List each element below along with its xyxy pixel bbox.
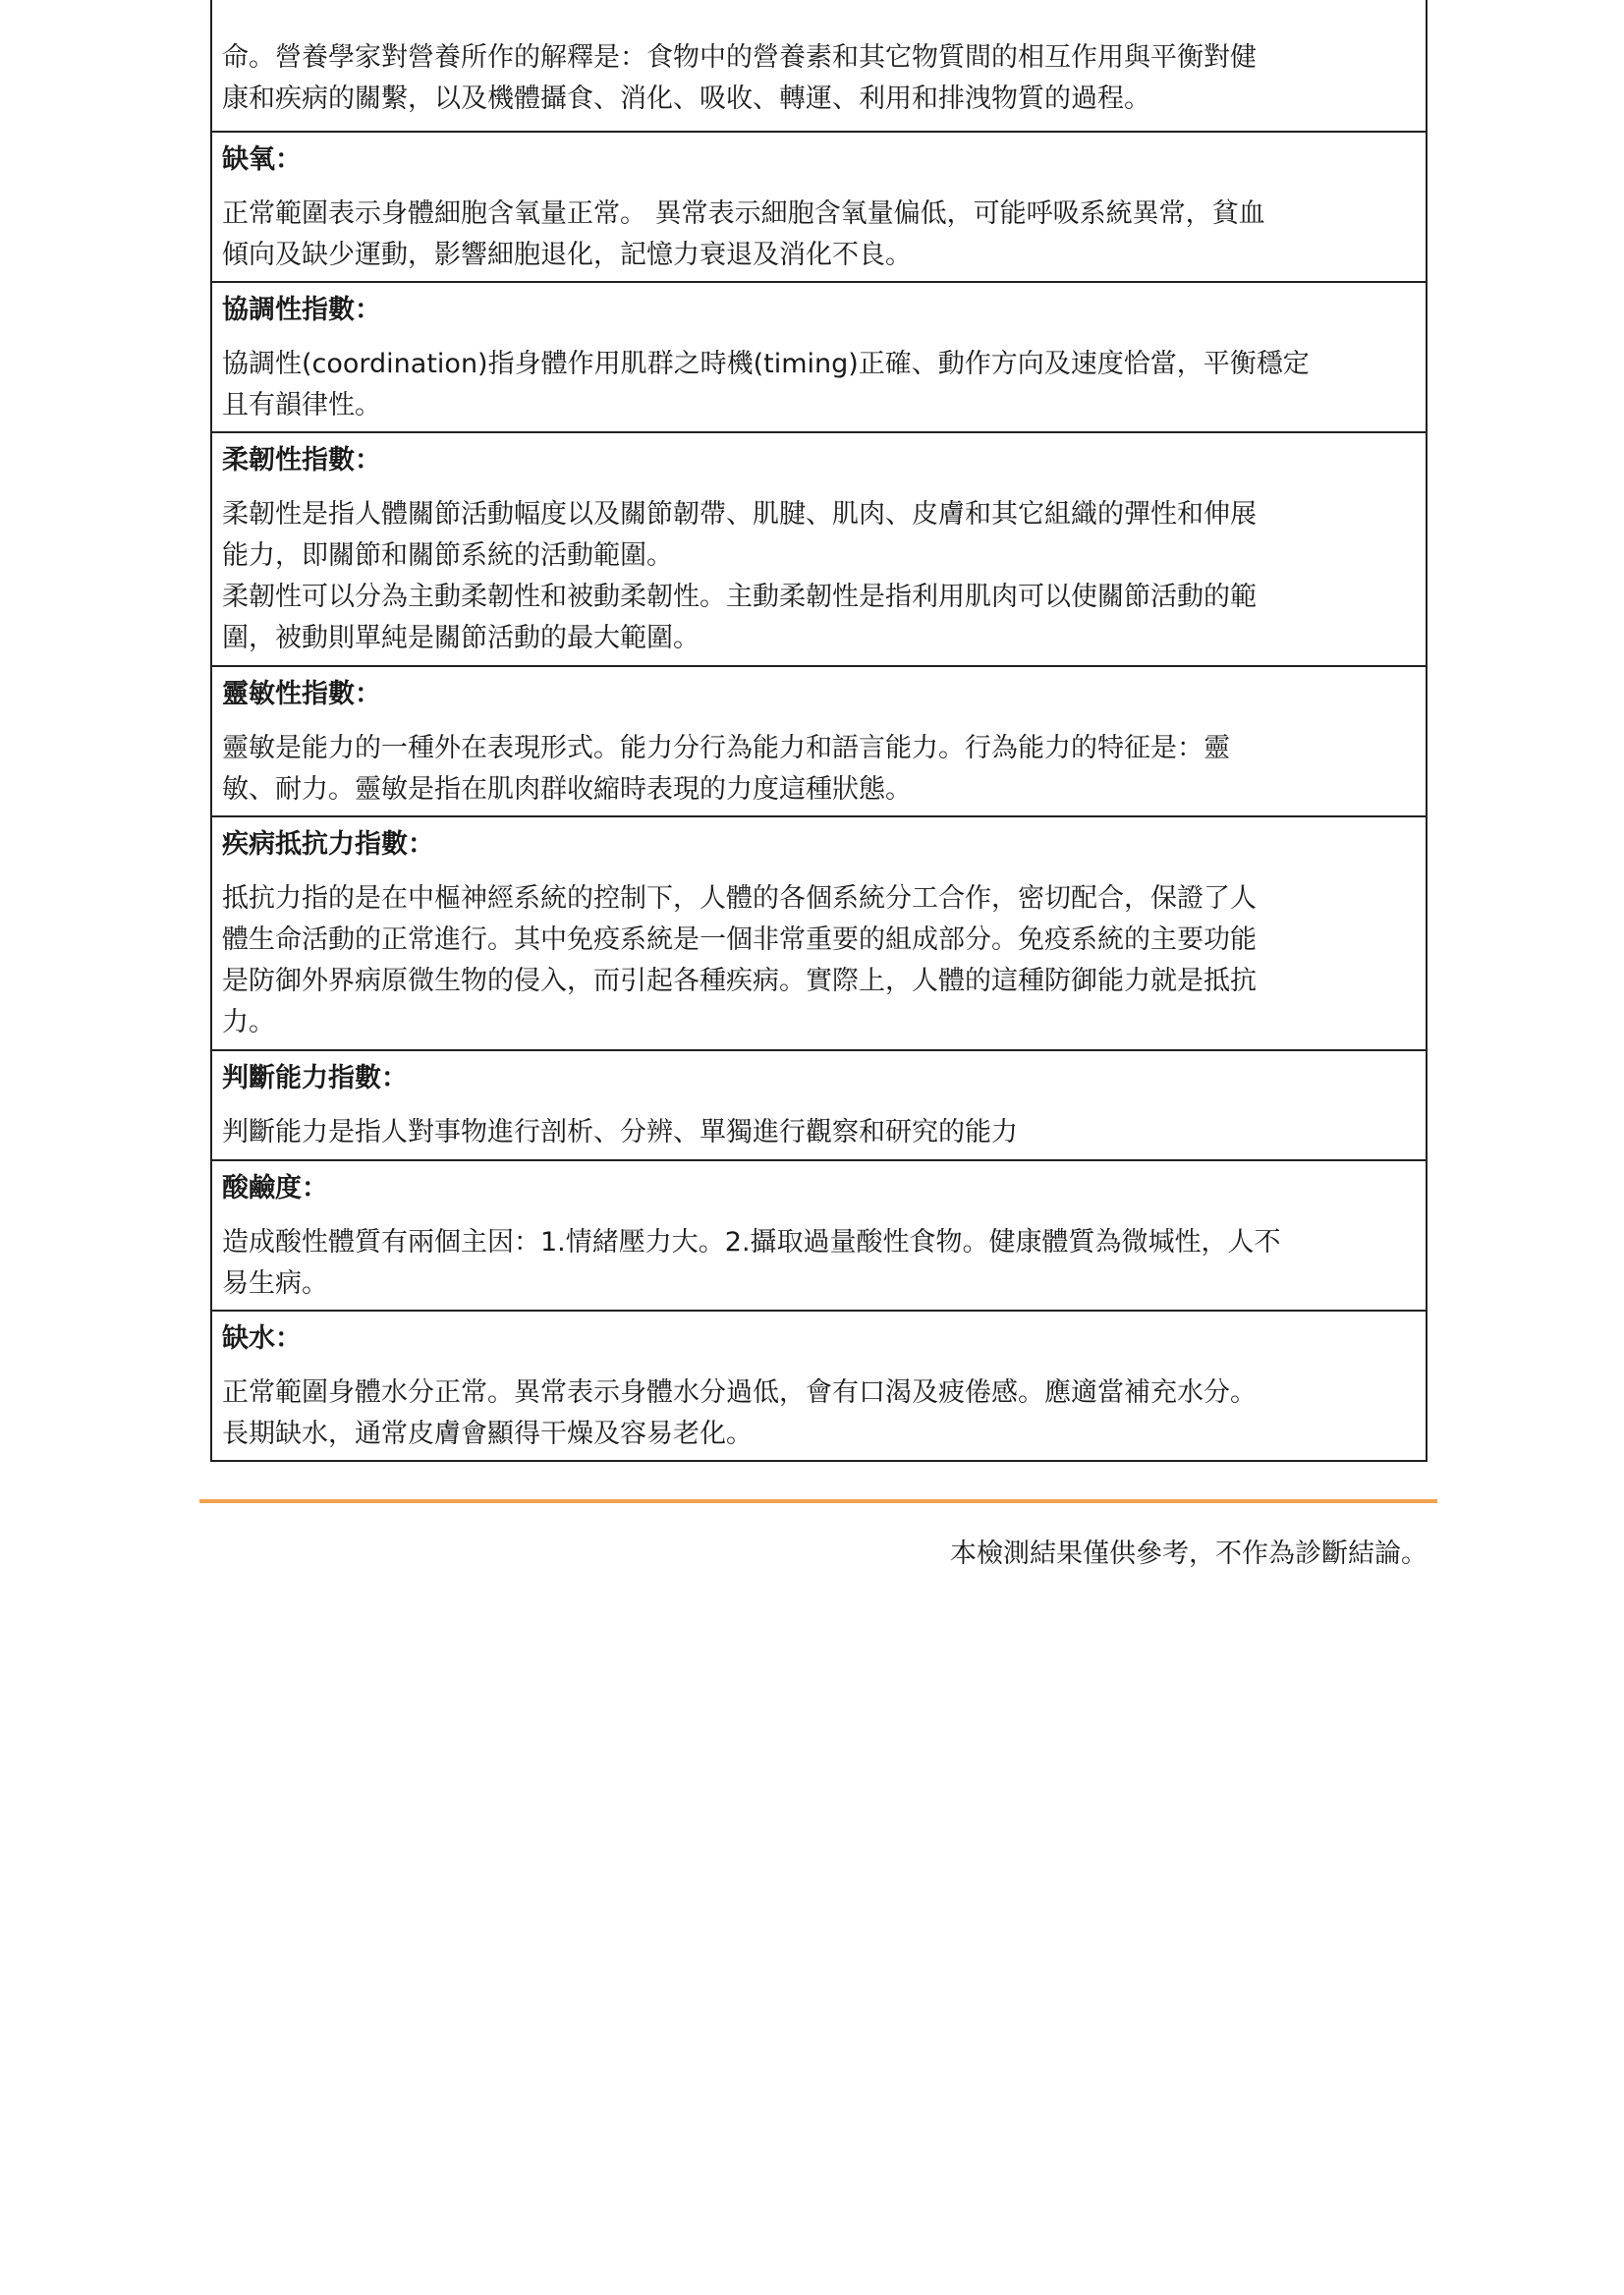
row-description xyxy=(212,1355,1426,1455)
row-title: 柔韌性指數： xyxy=(222,445,381,476)
row-description xyxy=(212,1204,1426,1305)
description-line: 康和疾病的關繫，以及機體攝食、消化、吸收、轉運、利用和排洩物質的過程。 xyxy=(222,84,1150,114)
description-line: 能力，即關節和關節系統的活動範圍。 xyxy=(222,540,673,571)
row-description xyxy=(212,176,1426,276)
description-line: 易生病。 xyxy=(222,1268,328,1299)
info-table xyxy=(210,0,1428,1462)
table-row xyxy=(212,131,1426,281)
description-line: 靈敏是能力的一種外在表現形式。能力分行為能力和語言能力。行為能力的特征是：靈 xyxy=(222,733,1230,763)
row-description xyxy=(212,710,1426,811)
footer-divider xyxy=(199,1499,1437,1503)
row-description xyxy=(212,861,1426,1043)
row-description xyxy=(212,1094,1426,1153)
description-line: 柔韌性可以分為主動柔韌性和被動柔韌性。主動柔韌性是指利用肌肉可以使關節活動的範 xyxy=(222,582,1257,612)
description-line: 造成酸性體質有兩個主因：1.情緒壓力大。2.攝取過量酸性食物。健康體質為微堿性，人不 xyxy=(222,1227,1281,1258)
table-row xyxy=(212,0,1426,131)
description-line: 力。 xyxy=(222,1007,275,1037)
description-line: 圍，被動則單純是關節活動的最大範圍。 xyxy=(222,623,700,653)
row-title: 缺氧： xyxy=(222,144,302,175)
description-line: 正常範圍表示身體細胞含氧量正常。 異常表示細胞含氧量偏低，可能呼吸系統異常，貧血 xyxy=(222,198,1265,229)
description-line: 判斷能力是指人對事物進行剖析、分辨、單獨進行觀察和研究的能力 xyxy=(222,1117,1018,1148)
footer-disclaimer: 本檢測結果僅供參考，不作為診斷結論。 xyxy=(950,1539,1428,1569)
table-row xyxy=(212,1310,1426,1460)
description-line: 協調性(coordination)指身體作用肌群之時機(timing)正確、動作方向及速度恰當，平衡穩定 xyxy=(222,349,1310,379)
description-line: 體生命活動的正常進行。其中免疫系統是一個非常重要的組成部分。免疫系統的主要功能 xyxy=(222,924,1257,955)
description-line: 是防御外界病原微生物的侵入，而引起各種疾病。實際上，人體的這種防御能力就是抵抗 xyxy=(222,966,1257,996)
table-row xyxy=(212,665,1426,815)
row-title: 酸鹼度： xyxy=(222,1173,328,1203)
row-description xyxy=(212,326,1426,426)
table-row xyxy=(212,1159,1426,1310)
row-description xyxy=(212,476,1426,659)
description-line: 命。營養學家對營養所作的解釋是：食物中的營養素和其它物質間的相互作用與平衡對健 xyxy=(222,42,1257,73)
row-title: 協調性指數： xyxy=(222,295,381,325)
row-title: 靈敏性指數： xyxy=(222,679,381,709)
row-title: 判斷能力指數： xyxy=(222,1063,408,1093)
table-row xyxy=(212,431,1426,665)
table-row xyxy=(212,1049,1426,1159)
description-line: 敏、耐力。靈敏是指在肌肉群收縮時表現的力度這種狀態。 xyxy=(222,774,912,805)
description-line: 柔韌性是指人體關節活動幅度以及關節韌帶、肌腱、肌肉、皮膚和其它組織的彈性和伸展 xyxy=(222,499,1257,530)
row-description xyxy=(212,0,1426,120)
description-line: 且有韻律性。 xyxy=(222,390,381,420)
row-title: 疾病抵抗力指數： xyxy=(222,829,434,860)
row-title: 缺水： xyxy=(222,1323,302,1354)
table-row xyxy=(212,815,1426,1049)
description-line: 抵抗力指的是在中樞神經系統的控制下，人體的各個系統分工合作，密切配合，保證了人 xyxy=(222,883,1257,914)
description-line: 長期缺水，通常皮膚會顯得干燥及容易老化。 xyxy=(222,1419,753,1449)
description-line: 傾向及缺少運動，影響細胞退化，記憶力衰退及消化不良。 xyxy=(222,240,912,270)
description-line: 正常範圍身體水分正常。異常表示身體水分過低，會有口渴及疲倦感。應適當補充水分。 xyxy=(222,1377,1257,1408)
table-row xyxy=(212,281,1426,431)
